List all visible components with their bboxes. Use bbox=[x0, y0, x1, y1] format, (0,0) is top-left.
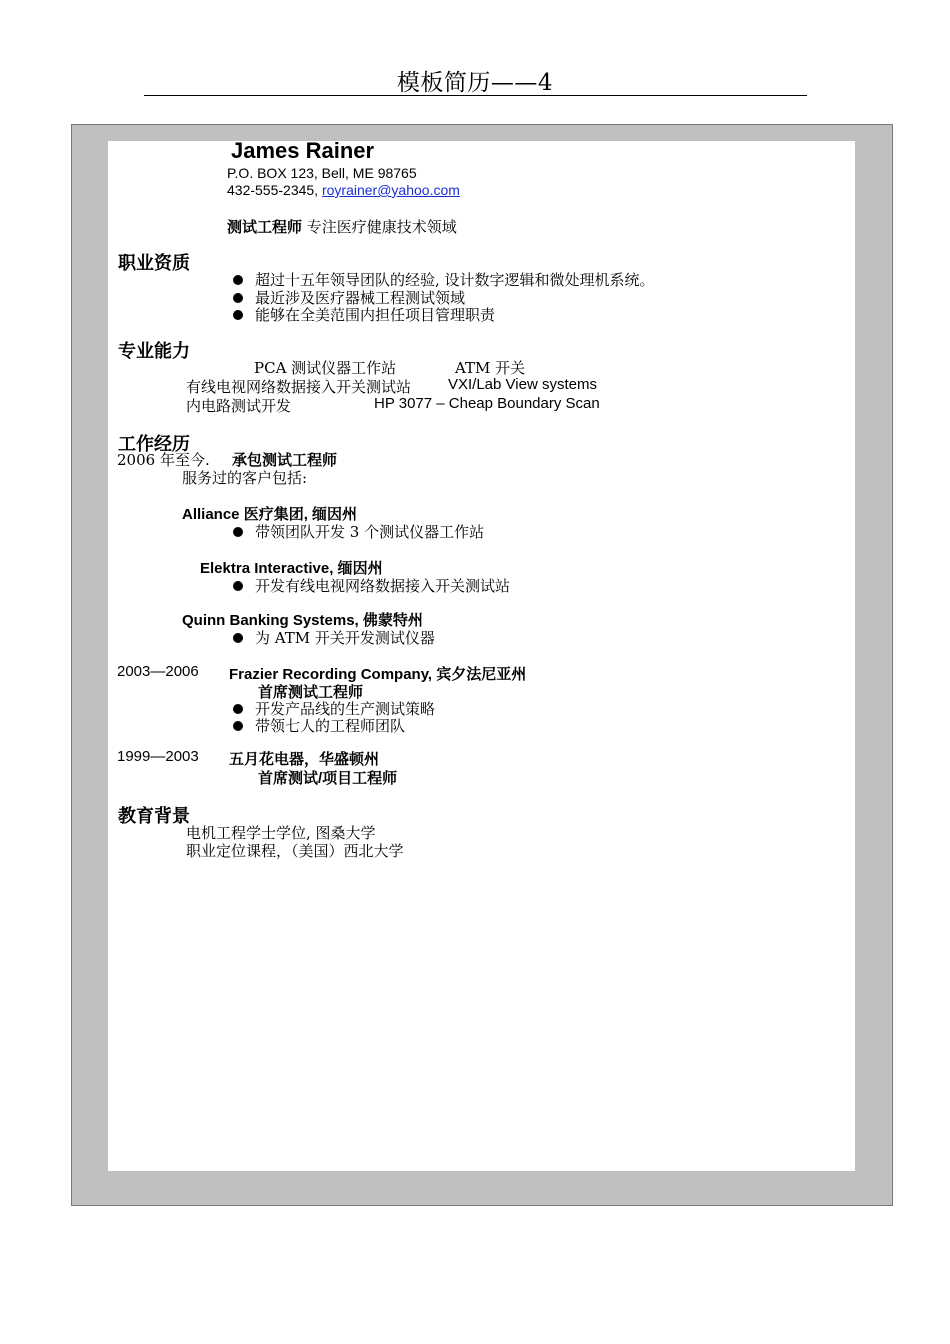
bullet-icon bbox=[233, 633, 243, 643]
bullet-icon bbox=[233, 275, 243, 285]
skill-item: 有线电视网络数据接入开关测试站 bbox=[186, 378, 412, 396]
job-period: 1999—2003 bbox=[117, 748, 199, 765]
skill-item: 内电路测试开发 bbox=[186, 397, 292, 415]
phone: 432-555-2345, bbox=[227, 182, 322, 198]
job-title: 首席测试/项目工程师 bbox=[258, 770, 398, 787]
contact-line bbox=[227, 182, 460, 198]
education-item: 电机工程学士学位, 图桑大学 bbox=[186, 824, 376, 842]
education-item: 职业定位课程，（美国）西北大学 bbox=[186, 842, 404, 860]
role-description: 专注医疗健康技术领域 bbox=[302, 218, 457, 236]
section-heading-education: 教育背景 bbox=[118, 806, 190, 826]
page-title: 模板简历——4 bbox=[396, 70, 554, 96]
bullet-icon bbox=[233, 310, 243, 320]
client-name: Quinn Banking Systems, 佛蒙特州 bbox=[182, 612, 423, 629]
skill-item: VXI/Lab View systems bbox=[448, 376, 597, 393]
client-name: Elektra Interactive, 缅因州 bbox=[200, 560, 383, 577]
section-heading-experience: 工作经历 bbox=[118, 434, 190, 454]
candidate-name: James Rainer bbox=[231, 138, 375, 163]
title-underline bbox=[144, 95, 807, 96]
qualification-item: 最近涉及医疗器械工程测试领域 bbox=[233, 287, 465, 308]
section-heading-skills: 专业能力 bbox=[118, 341, 190, 361]
qualification-item: 超过十五年领导团队的经验, 设计数字逻辑和微处理机系统。 bbox=[233, 269, 655, 290]
resume-paper bbox=[108, 141, 855, 1171]
job-company: Frazier Recording Company, 宾夕法尼亚州 bbox=[229, 666, 527, 683]
bullet-icon bbox=[233, 293, 243, 303]
bullet-icon bbox=[233, 581, 243, 591]
job-company: 五月花电器，华盛顿州 bbox=[229, 751, 380, 768]
job-period: 2003—2006 bbox=[117, 663, 199, 680]
role-title: 测试工程师 bbox=[227, 219, 303, 236]
job-bullet: 开发产品线的生产测试策略 bbox=[233, 698, 435, 719]
role-line bbox=[227, 216, 457, 237]
bullet-icon bbox=[233, 704, 243, 714]
skill-item: ATM 开关 bbox=[455, 359, 526, 377]
job-bullet: 带领七人的工程师团队 bbox=[233, 715, 405, 736]
job-title: 承包测试工程师 bbox=[232, 452, 338, 469]
job-period: 2006 年至今. bbox=[117, 451, 210, 469]
bullet-icon bbox=[233, 527, 243, 537]
skill-item: HP 3077 – Cheap Boundary Scan bbox=[374, 395, 600, 412]
clients-intro: 服务过的客户包括: bbox=[182, 469, 308, 487]
job-title: 首席测试工程师 bbox=[258, 684, 364, 701]
client-bullet: 为 ATM 开关开发测试仪器 bbox=[233, 627, 435, 648]
skill-item: PCA 测试仪器工作站 bbox=[254, 359, 397, 377]
client-bullet: 开发有线电视网络数据接入开关测试站 bbox=[233, 575, 510, 596]
bullet-icon bbox=[233, 721, 243, 731]
client-bullet: 带领团队开发 3 个测试仪器工作站 bbox=[233, 521, 484, 542]
address: P.O. BOX 123, Bell, ME 98765 bbox=[227, 165, 417, 181]
client-name: Alliance 医疗集团, 缅因州 bbox=[182, 506, 358, 523]
qualification-item: 能够在全美范围内担任项目管理职责 bbox=[233, 304, 495, 325]
email-link[interactable]: royrainer@yahoo.com bbox=[321, 182, 460, 198]
section-heading-qualifications: 职业资质 bbox=[118, 253, 190, 273]
